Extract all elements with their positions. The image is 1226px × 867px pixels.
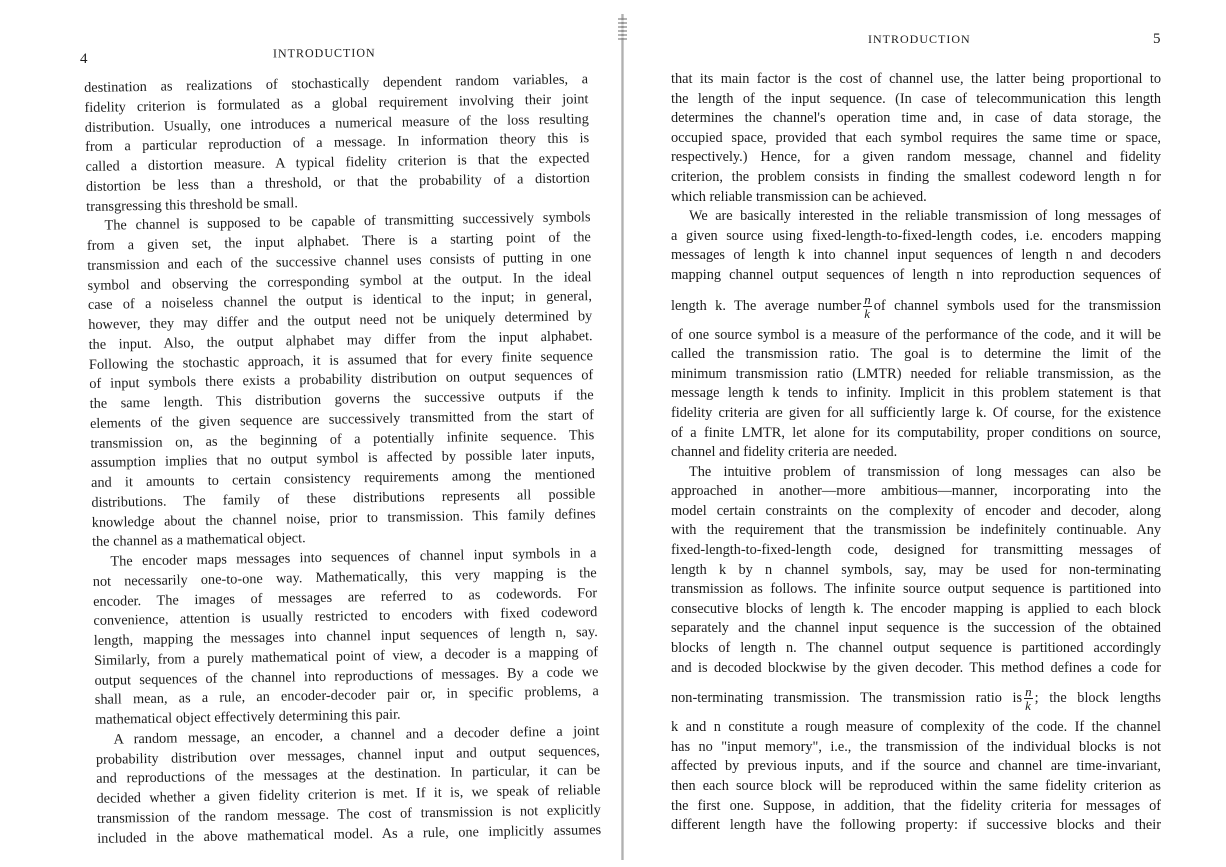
text-line: the input. Also, the output alphabet may differ from the input alphabet. [88,327,593,353]
text-segment: ; the block lengths [1034,690,1161,707]
text-line: the channel as a mathematical object. [91,530,306,551]
text-line: and reproductions of the messages at the destination. In particular, it can be [96,762,601,788]
text-line: message length k tends to infinity. Implicit in this problem statement is that [671,385,1161,402]
text-line: transgressing this threshold be small. [86,194,298,215]
text-line: the length of the input sequence. (In case of telecommunication this length [671,90,1161,107]
running-head: INTRODUCTION [272,45,376,61]
text-line: respectively.) Hence, for a given random message, channel and fidelity [671,149,1161,166]
text-line-with-fraction [671,286,1161,326]
text-line: of input symbols there exists a probability distribution on output sequences of [89,367,594,393]
text-line: not necessarily one-to-one way. Mathematically, this very mapping is the [92,564,597,590]
text-line: probability distribution over messages, channel input and output sequences, [95,742,600,768]
text-line: channel and fidelity criteria are needed. [671,444,898,461]
text-line: A random message, an encoder, a channel and a decoder define a joint [113,722,600,748]
body-text [84,70,601,849]
text-line: fixed-length-to-fixed-length code, designed for transmitting messages of [671,542,1161,559]
fraction-n-over-k [1024,685,1033,712]
text-line: distributions. The family of these distributions represents all possible [91,485,596,511]
text-line: distortion be less than a threshold, or that the probability of a distortion [85,169,590,195]
text-line: The channel is supposed to be capable of transmitting successively symbols [104,209,591,234]
text-line: the first one. Suppose, in addition, that the fidelity criteria for messages of [671,797,1161,814]
text-line: affected by previous inputs, and if the source and channel are time-invariant, [671,758,1161,775]
text-line: called a distortion measure. A typical fidelity criterion is that the expected [85,150,590,175]
text-line-with-fraction [671,678,1161,718]
text-line: included in the above mathematical model. As a rule, one implicitly assumes [97,821,602,847]
text-line: mapping channel output sequences of length n into reproduction sequences of [671,266,1161,283]
text-line: however, they may differ and the output need not be uniquely determined by [88,308,593,333]
text-line: a given source using fixed-length-to-fixed-length codes, i.e. encoders mapping [671,227,1161,244]
fraction-numerator: n [864,291,871,307]
text-line: transmission on, as the beginning of a potentially infinite sequence. This [90,426,595,452]
text-line: the same length. This distribution governs the successive outputs if the [89,387,594,412]
text-line: mathematical object effectively determining this pair. [95,706,401,728]
text-line: of one source symbol is a measure of the performance of the code, and it will be [671,326,1161,343]
fraction-denominator: k [1025,698,1031,714]
fraction-denominator: k [864,305,871,321]
text-line: model certain constraints on the complexity of encoder and decoder, along [671,502,1161,519]
text-line: The encoder maps messages into sequences of channel input symbols in a [110,545,597,570]
text-line: fidelity criteria are given for all sufficiently large k. Of course, for the existence [671,404,1161,421]
text-line: k and n constitute a rough measure of complexity of the code. If the channel [671,719,1161,736]
text-line: of a finite LMTR, let alone for its computability, proper conditions on source, [671,424,1161,441]
text-line: different length have the following property: if successive blocks and their [671,817,1161,834]
text-line: from a particular reproduction of a message. In information theory this is [85,130,590,156]
text-line: knowledge about the channel noise, prior to transmission. This family defines [91,505,596,531]
text-line: assumption implies that no output symbol is affected by possible later inputs, [90,446,595,472]
text-line: called the transmission ratio. The goal is to determine the limit of the [671,346,1161,363]
text-line: and it amounts to certain consistency requirements among the mentioned [90,466,596,491]
text-line: determines the channel's operation time and, in case of data storage, the [671,110,1161,127]
text-line: transmission as follows. The infinite source output sequence is partitioned into [671,581,1161,598]
text-line: fidelity criterion is formulated as a global requirement involving their joint [84,90,589,116]
text-line: minimum transmission ratio (LMTR) needed for reliable transmission, as the [671,365,1161,382]
text-segment: of channel symbols used for the transmission [873,297,1161,314]
right-page [624,0,1226,867]
text-line: has no "input memory", i.e., the transmission of the individual blocks is not [671,738,1161,755]
page-number: 5 [1153,31,1161,47]
text-line: output sequences of the channel into reproductions of messages. By a code we [94,663,599,689]
body-text [671,70,1161,836]
text-line: with the requirement that the transmission be indefinitely continuable. Any [671,522,1161,539]
fraction-n-over-k [863,293,872,320]
text-line: approached in another—more ambitious—manner, incorporating into the [671,483,1161,500]
text-line: from a given set, the input alphabet. There is a starting point of the [86,229,591,254]
text-line: length k by n channel symbols, say, may be used for non-terminating [671,561,1161,578]
text-line: encoder. The images of messages are referred to as codewords. For [92,584,598,610]
text-line: transmission of the random message. The cost of transmission is not explicitly [96,801,601,827]
text-line: which reliable transmission can be achieved. [671,188,927,205]
running-head: INTRODUCTION [868,32,971,46]
text-line: consecutive blocks of length k. The encoder mapping is applied to each block [671,600,1161,617]
text-line: The intuitive problem of transmission of long messages can also be [689,463,1161,480]
text-line: criterion, the problem consists in finding the smallest codeword length n for [671,168,1161,185]
text-line: that its main factor is the cost of channel use, the latter being proportional to [671,71,1161,87]
text-line: case of a noiseless channel the output is identical to the input; in general, [87,288,593,314]
text-line: Similarly, from a purely mathematical point of view, a decoder is a mapping of [94,643,599,669]
text-line: We are basically interested in the reliable transmission of long messages of [689,208,1161,225]
text-line: length, mapping the messages into channel input sequences of length n, say. [93,624,598,649]
text-line: decided whether a given fidelity criterion is met. If it is, we speak of reliable [96,782,601,807]
text-line: blocks of length n. The channel output sequence is partitioned accordingly [671,640,1161,657]
text-segment: length k. The average number [671,297,862,314]
page-number: 4 [80,51,88,67]
text-segment: non-terminating transmission. The transmission ratio is [671,690,1023,707]
text-line: shall mean, as a rule, an encoder-decoder pair or, in specific problems, a [94,683,599,709]
text-line: convenience, attention is usually restricted to encoders with fixed codeword [93,604,598,630]
text-line: destination as realizations of stochastically dependent random variables, a [84,71,589,96]
text-line: symbol and observing the corresponding symbol at the output. In the ideal [87,268,592,294]
text-line: distribution. Usually, one introduces a numerical measure of the loss resulting [84,110,589,136]
text-line: separately and the channel input sequence is the succession of the obtained [671,620,1161,637]
text-line: then each source block will be reproduced within the same fidelity criterion as [671,778,1161,794]
text-line: transmission and each of the successive channel uses consists of putting in one [87,248,592,274]
text-line: Following the stochastic approach, it is assumed that for every finite sequence [88,347,594,373]
text-line: and is decoded blockwise by the given decoder. This method defines a code for [671,659,1161,676]
text-line: occupied space, provided that each symbol requires the same time or space, [671,129,1161,146]
fraction-numerator: n [1025,684,1032,700]
text-line: messages of length k into channel input sequences of length n and decoders [671,247,1161,264]
text-line: elements of the given sequence are successively transmitted from the start of [89,406,595,432]
